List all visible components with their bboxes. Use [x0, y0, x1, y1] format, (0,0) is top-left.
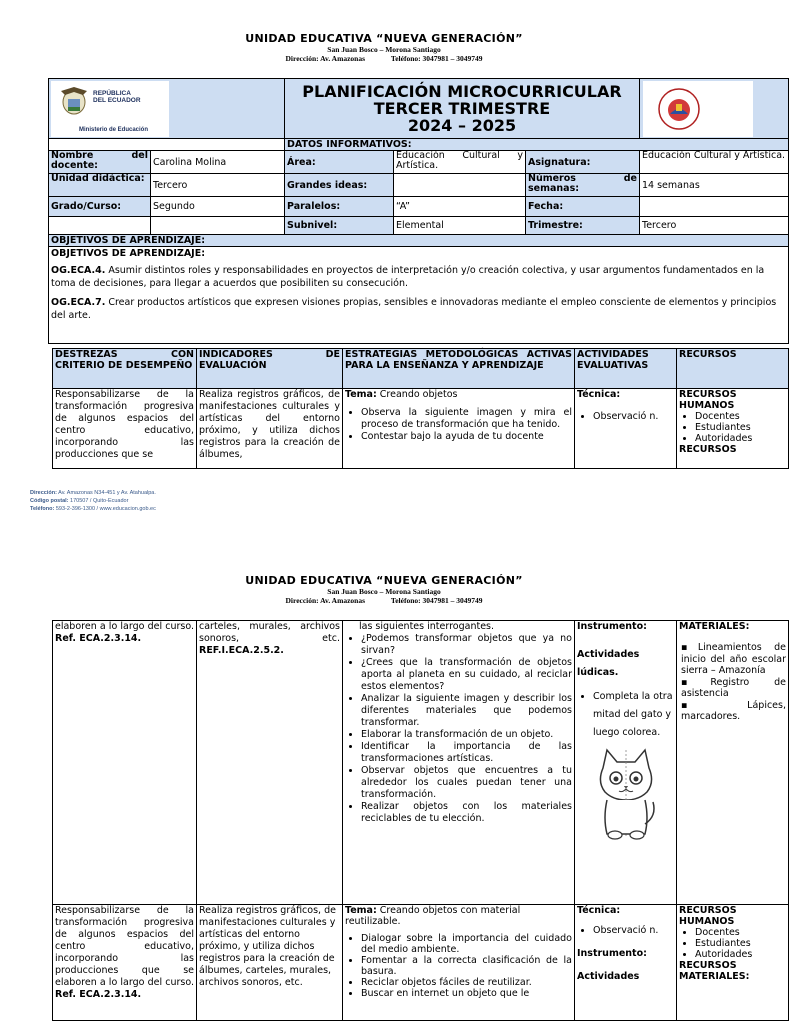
row1-indicador: Realiza registros gráficos, de manifestaciones culturales y artísticas del entorno próximo, y utiliza dichos registros para la creación de álbumes,: [197, 389, 343, 469]
list-item: • Observar objetos que encuentres a tu alrededor los cuales puedan tener una transformación.: [361, 765, 572, 801]
objetivos-heading: OBJETIVOS DE APRENDIZAJE:: [49, 235, 789, 247]
row2-estrategia: Tema: Creando objetos con material reutilizable. • Dialogar sobre la importancia del cuidado del medio ambiente. • Fomentar a la correcta clasificación de la basura. • Reciclar objetos fáciles de reutilizar. • Buscar en internet un objeto que le: [343, 905, 575, 1021]
trimestre-label: Trimestre:: [526, 217, 640, 235]
list-item: • Completa la otra mitad del gato y luego colorea.: [593, 688, 674, 742]
planning-table-p2: [52, 620, 789, 1021]
row1-recursos: RECURSOS HUMANOS • Docentes • Estudiantes • Autoridades RECURSOS: [677, 389, 789, 469]
unidad-label: Unidad didáctica:: [49, 174, 151, 197]
col-actividades: ACTIVIDADES EVALUATIVAS: [575, 349, 677, 389]
list-item: • Identificar la importancia de las transformaciones artísticas.: [361, 741, 572, 765]
plan-title: [285, 79, 640, 139]
ministry-logo: [51, 81, 169, 137]
list-item: • Realizar objetos con los materiales reciclables de tu elección.: [361, 801, 572, 825]
trimestre-value: Tercero: [640, 217, 789, 235]
og-eca-4: OG.ECA.4. Asumir distintos roles y responsabilidades en proyectos de interpretación y/o creación colectiva, y usar argumentos fundamentados en la toma de decisiones, para llegar a acuerdos que posibiliten su consecución.: [51, 265, 765, 289]
list-item: ▪ Lineamientos de inicio del año escolar sierra – Amazonía: [681, 642, 786, 677]
row1-estrategia: Tema: Creando objetos • Observa la siguiente imagen y mira el proceso de transformación que ha tenido. • Contestar bajo la ayuda de tu docente: [343, 389, 575, 469]
school-logo-cell: [640, 79, 789, 139]
area-label: Área:: [285, 151, 394, 174]
area-value: Educación Cultural y Artística.: [394, 151, 526, 174]
list-item: ▪ Registro de asistencia: [681, 677, 786, 700]
list-item: • Estudiantes: [695, 422, 786, 433]
cat-drawing-icon: [593, 746, 659, 842]
col-destrezas: DESTREZAS CON CRITERIO DE DESEMPEÑO: [53, 349, 197, 389]
row1-destreza-cont: elaboren a lo largo del curso. Ref. ECA.2.3.14.: [53, 621, 197, 905]
paralelos-label: Paralelos:: [285, 197, 394, 217]
list-item: • Observació n.: [593, 408, 674, 426]
docente-value: Carolina Molina: [151, 151, 285, 174]
school-name-2: UNIDAD EDUCATIVA “NUEVA GENERACIÓN”: [245, 574, 523, 587]
docente-label: Nombre del docente:: [49, 151, 151, 174]
school-header: [0, 32, 768, 63]
title-line-1: PLANIFICACIÓN MICROCURRICULAR: [302, 82, 622, 101]
school-logo: [643, 81, 753, 137]
grado-label: Grado/Curso:: [49, 197, 151, 217]
list-item: • Analizar la siguiente imagen y describir los diferentes materiales que podemos transformar.: [361, 693, 572, 729]
row1-actividades-cont: Instrumento: Actividades lúdicas. • Completa la otra mitad del gato y luego colorea.: [575, 621, 677, 905]
ministry-logo-cell: [49, 79, 285, 139]
list-item: • Observa la siguiente imagen y mira el proceso de transformación que ha tenido.: [361, 407, 572, 431]
og-eca-7: OG.ECA.7. Crear productos artísticos que expresen visiones propias, sensibles e innovadoras mediante el empleo consciente de elementos y principios del arte.: [51, 297, 777, 321]
list-item: • Docentes: [695, 927, 786, 938]
school-emblem-icon: [657, 87, 701, 131]
page-2: [0, 548, 786, 1024]
row2-recursos: RECURSOS HUMANOS • Docentes • Estudiantes • Autoridades RECURSOS MATERIALES:: [677, 905, 789, 1021]
list-item: ▪ Lápices, marcadores.: [681, 700, 786, 723]
list-item: • ¿Podemos transformar objetos que ya no sirvan?: [361, 633, 572, 657]
planning-table-p1: [52, 348, 789, 469]
asignatura-label: Asignatura:: [526, 151, 640, 174]
list-item: • Fomentar a la correcta clasificación de la basura.: [361, 955, 572, 977]
list-item: • Docentes: [695, 411, 786, 422]
subnivel-label: Subnivel:: [285, 217, 394, 235]
datos-heading: DATOS INFORMATIVOS:: [285, 139, 789, 151]
info-table: [48, 78, 789, 344]
unidad-value: Tercero: [151, 174, 285, 197]
school-location: San Juan Bosco – Morona Santiago: [327, 45, 441, 54]
objetivos-heading-2: OBJETIVOS DE APRENDIZAJE:: [51, 248, 206, 259]
grado-value: Segundo: [151, 197, 285, 217]
row2-destreza: Responsabilizarse de la transformación progresiva de algunos espacios del centro educativo, incorporando las producciones que se elaboren a lo largo del curso. Ref. ECA.2.3.14.: [53, 905, 197, 1021]
semanas-value: 14 semanas: [640, 174, 789, 197]
row1-indicador-cont: carteles, murales, archivos sonoros, etc. REF.I.ECA.2.5.2.: [197, 621, 343, 905]
row1-destreza: Responsabilizarse de la transformación progresiva de algunos espacios del centro educativo, incorporando las producciones que se: [53, 389, 197, 469]
row2-actividades: Técnica: • Observació n. Instrumento: Actividades: [575, 905, 677, 1021]
list-item: • Elaborar la transformación de un objeto.: [361, 729, 572, 741]
fecha-label: Fecha:: [526, 197, 640, 217]
objetivos-content: [49, 247, 789, 344]
title-line-3: 2024 – 2025: [407, 116, 517, 135]
list-item: • Reciclar objetos fáciles de reutilizar.: [361, 977, 572, 988]
logo-text-2: DEL ECUADOR: [93, 97, 141, 104]
asignatura-value: Educación Cultural y Artística.: [640, 151, 789, 174]
list-item: • Contestar bajo la ayuda de tu docente: [361, 431, 572, 443]
school-name: UNIDAD EDUCATIVA “NUEVA GENERACIÓN”: [245, 32, 523, 45]
list-item: • Buscar en internet un objeto que le: [361, 988, 572, 999]
list-item: • Estudiantes: [695, 938, 786, 949]
row1-recursos-cont: MATERIALES: ▪ Lineamientos de inicio del año escolar sierra – Amazonía ▪ Registro de asistencia ▪ Lápices, marcadores.: [677, 621, 789, 905]
row1-estrategia-cont: las siguientes interrogantes. • ¿Podemos transformar objetos que ya no sirvan? • ¿Crees que la transformación de objetos aporta al planeta en su cuidado, al reciclar estos elementos? • Analizar la siguiente imagen y describir los diferentes materiales que podemos transformar. • Elaborar la transformación de un objeto. • Identificar la importancia de las transformaciones artísticas. • Observar objetos que encuentres a tu alrededor los cuales puedan tener una transformación. • Realizar objetos con los materiales reciclables de tu elección.: [343, 621, 575, 905]
list-item: • Dialogar sobre la importancia del cuidado del medio ambiente.: [361, 933, 572, 955]
ideas-label: Grandes ideas:: [285, 174, 394, 197]
paralelos-value: “A”: [394, 197, 526, 217]
list-item: • Autoridades: [695, 433, 786, 444]
col-recursos: RECURSOS: [677, 349, 789, 389]
school-contact: Dirección: Av. Amazonas Teléfono: 3047981 – 3049749: [285, 54, 483, 63]
semanas-label: Números de semanas:: [526, 174, 640, 197]
fecha-value: [640, 197, 789, 217]
row2-indicador: Realiza registros gráficos, de manifestaciones culturales y artísticas del entorno próximo, y utiliza dichos registros para la creación de álbumes, carteles, murales, archivos sonoros, etc.: [197, 905, 343, 1021]
ecuador-shield-icon: [57, 85, 91, 115]
ministry-label: Ministerio de Educación: [79, 127, 149, 133]
school-header-2: UNIDAD EDUCATIVA “NUEVA GENERACIÓN” San Juan Bosco – Morona Santiago Dirección: Av. Amazonas Teléfono: 3047981 – 3049749: [0, 574, 768, 605]
list-item: • Observació n.: [593, 922, 674, 940]
list-item: • Autoridades: [695, 949, 786, 960]
list-item: • ¿Crees que la transformación de objetos aporta al planeta en su cuidado, al reciclar estos elementos?: [361, 657, 572, 693]
ideas-value: [394, 174, 526, 197]
col-indicadores: INDICADORES DE EVALUACIÓN: [197, 349, 343, 389]
logo-text-1: REPÚBLICA: [93, 90, 131, 97]
subnivel-value: Elemental: [394, 217, 526, 235]
col-estrategias: ESTRATEGIAS METODOLÓGICAS ACTIVAS PARA LA ENSEÑANZA Y APRENDIZAJE: [343, 349, 575, 389]
title-line-2: TERCER TRIMESTRE: [373, 99, 551, 118]
row1-actividades: Técnica: • Observació n.: [575, 389, 677, 469]
page-footer: Dirección: Av. Amazonas N34-451 y Av. Atahualpa. Código postal: 170507 / Quito-Ecuador Teléfono: 593-2-396-1300 / www.educacion.gob.ec: [30, 490, 156, 512]
